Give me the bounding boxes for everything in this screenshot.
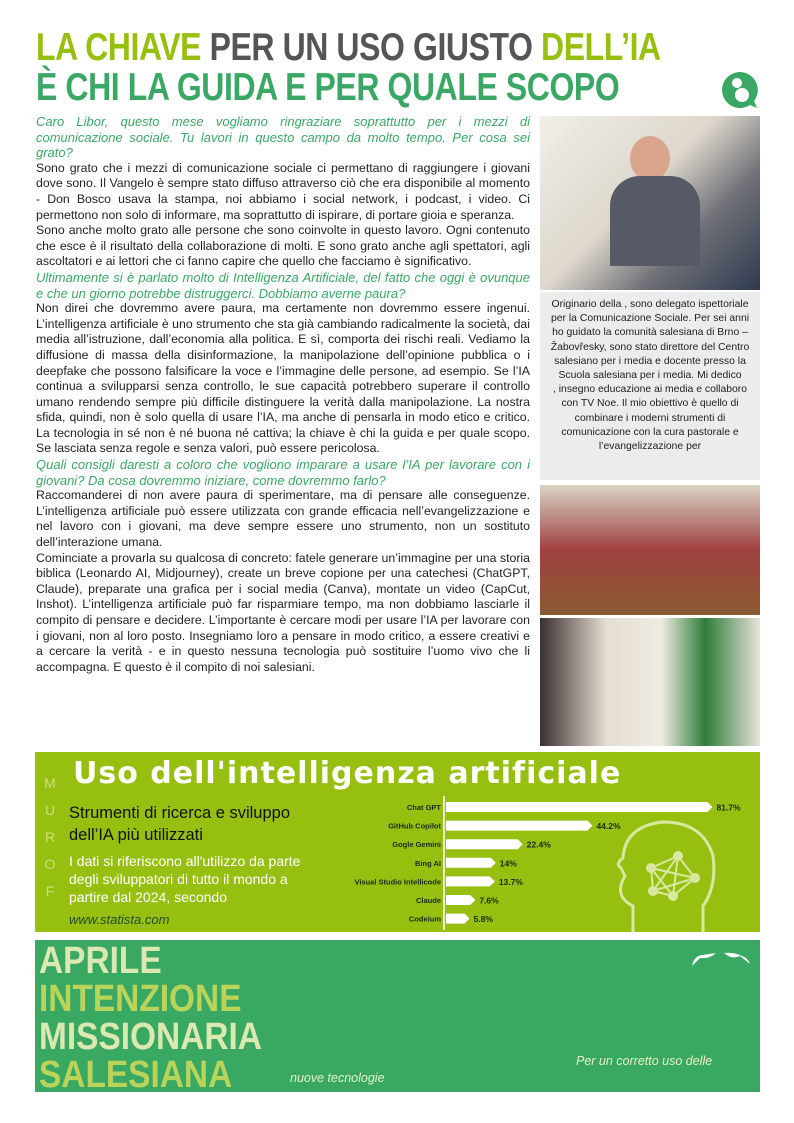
intention-text: Per un corretto uso delle (576, 1054, 713, 1068)
interview-question: Caro Libor, questo mese vogliamo ringraziare soprattutto per i mezzi di comunicazione sociale. Tu lavori in questo campo da molto tempo. Per cosa sei grato? (36, 114, 530, 161)
bar-value-label: 44.2% (596, 821, 621, 832)
banner-month: APRILE (39, 940, 162, 982)
bar-value-label: 7.6% (479, 895, 499, 906)
source-link[interactable]: www.statista.com (69, 912, 170, 927)
forum-letter: F (45, 883, 55, 899)
interview-answer: Non direi che dovremmo avere paura, ma certamente non dovremmo essere ingenui. L’intelligenza artificiale è uno strumento che sta già cambiando radicalmente la società, dai media all’istruzione, dall’economia alla politica. E sì, comporta dei rischi reali. Vediamo la diffusione di massa della disinformazione, la manipolazione dell’opinione pubblica o i deepfake che possono falsificare la voce e l’immagine delle persone, ad esempio. Se l’IA continua a svilupparsi senza controllo, le sue capacità potrebbero superare il controllo umano rendendo sempre più difficile distinguere la verità dalla manipolazione. La nostra sfida, quindi, non è solo quella di usare l’IA, ma anche di pensarla in modo etico e critico. La tecnologia in sé non è né buona né cattiva; la chiave è chi la guida e per quale scopo. Se lasciata senza regole e senza valori, può essere pericolosa. (36, 301, 530, 456)
ai-tools-bar-chart (343, 796, 760, 932)
bar (446, 839, 523, 849)
youth-group-photo (540, 485, 760, 615)
network-node (668, 891, 678, 901)
network-node (648, 886, 658, 896)
bar-category-label: GitHub Copilot (388, 821, 441, 831)
forum-title: Uso dell'intelligenza artificiale (73, 756, 622, 791)
bar-category-label: Visual Studio Intellicode (354, 877, 441, 887)
interview-answer: Sono grato che i mezzi di comunicazione sociale ci permettano di raggiungere i giovani dove sono. Il Vangelo è sempre stato diffuso attraverso ciò che era disponibile al momento - Don Bosco usava la stampa, noi abbiamo i social network, i podcast, i video. Ci permettono non solo di informare, ma soprattutto di ispirare, di portare gioia e speranza. (36, 160, 530, 222)
bar-category-label: Chat GPT (406, 803, 441, 812)
interview-answer: Cominciate a provarla su qualcosa di concreto: fatele generare un’immagine per una storia biblica (Leonardo AI, Midjourney), create un breve copione per una catechesi (ChatGPT, Claude), preparate una grafica per i social media (Canva), montate un video (CapCut, Inshot). L’intelligenza artificiale può far risparmiare tempo, ma non dobbiamo lasciarle il compito di pensare e decidere. L’importante è cercare modi per usare l’IA per lavorare con i giovani, non al loro posto. Insegniamo loro a pensare in modo critico, a essere creativi e a cercare la verità - e in questo nessuna tecnologia può sostituire l’uomo vivo che li accompagna. E questo è il compito di noi salesiani. (36, 550, 530, 674)
forum-letter: M (44, 775, 56, 791)
bar-value-label: 81.7% (716, 802, 741, 813)
headline-line-1 (36, 28, 661, 68)
bar-category-label: Claude (415, 896, 441, 905)
author-bio-caption (540, 292, 760, 480)
bar (446, 876, 495, 886)
bar (446, 858, 496, 868)
interview-article (36, 114, 530, 675)
network-node (673, 851, 683, 861)
bar-value-label: 13.7% (498, 876, 523, 887)
forum-infographic (35, 752, 760, 932)
network-node (646, 863, 656, 873)
bar-category-label: Gogle Gemini (392, 840, 441, 850)
forum-letter: R (44, 829, 56, 845)
network-node (690, 873, 700, 883)
forum-description: I dati si riferiscono all'utilizzo da parte degli sviluppatori di tutto il mondo a partire dal 2024, secondo (69, 853, 301, 905)
forum-letter: U (44, 802, 56, 818)
headline-part: PER UN USO GIUSTO (209, 26, 533, 69)
bar (446, 821, 592, 831)
bar (446, 802, 712, 812)
priest-speaking-photo (540, 618, 760, 746)
forum-subtitle: Strumenti di ricerca e sviluppo dell’IA più utilizzati (69, 804, 291, 844)
bar-category-label: Bing AI (415, 858, 441, 868)
banner-line: SALESIANA (39, 1054, 233, 1096)
interview-answer: Raccomanderei di non avere paura di sperimentare, ma di pensare alle conseguenze. L’intelligenza artificiale può essere utilizzata con grande efficacia nell’evangelizzazione e nel lavoro con i giovani, ma deve sempre essere uno strumento, non un sostituto dell’interazione umana. (36, 488, 530, 550)
headline-part: LA CHIAVE (36, 26, 202, 69)
hands-icon (690, 950, 752, 968)
speech-bubble-logo-icon (720, 70, 760, 110)
caption-text: , insegno educazione ai media e collaboro con TV Noe. Il mio obiettivo è quello di combinare i moderni strumenti di comunicazione con la cura pastorale e l’evangelizzazione per (552, 384, 748, 453)
headline-part: DELL’IA (541, 26, 661, 69)
interview-answer: Sono anche molto grato alle persone che sono coinvolte in questo lavoro. Ogni contenuto che esce è il risultato della collaborazione di molti. E sono grato anche agli spettatori, agli ascoltatori e ai lettori che ci fanno capire che quello che facciamo è significativo. (36, 223, 530, 269)
intention-text-end: nuove tecnologie (290, 1071, 385, 1085)
banner-line: MISSIONARIA (39, 1016, 262, 1058)
interview-question: Ultimamente si è parlato molto di Intelligenza Artificiale, del fatto che oggi è ovunque e che un giorno potrebbe distruggerci. Dobbiamo averne paura? (36, 269, 530, 301)
headline-line-2: È CHI LA GUIDA E PER QUALE SCOPO (36, 66, 620, 109)
interview-question: Quali consigli daresti a coloro che vogliono imparare a usare l’IA per lavorare con i giovani? Da cosa dovremmo iniziare, come dovremmo farlo? (36, 457, 530, 488)
bar (446, 914, 470, 924)
bar-value-label: 22.4% (526, 839, 551, 850)
forum-vertical-label (43, 770, 57, 905)
portrait-photo (540, 116, 760, 290)
mission-intention-banner (35, 940, 760, 1096)
forum-letter: O (44, 856, 56, 872)
bar (446, 895, 475, 905)
bar-category-label: Codeium (408, 914, 441, 924)
caption-text: Originario della , sono delegato ispettoriale per la Comunicazione Sociale. Per sei anni ho guidato la comunità salesiana di Brno – Žabovřesky, sono stato direttore del Centro salesiano per i media e docente presso la Scuola salesiana per i media. Mi dedico (550, 299, 750, 382)
bar-value-label: 14% (499, 858, 517, 869)
banner-line: INTENZIONE (39, 978, 242, 1020)
bar-value-label: 5.8% (473, 914, 493, 925)
